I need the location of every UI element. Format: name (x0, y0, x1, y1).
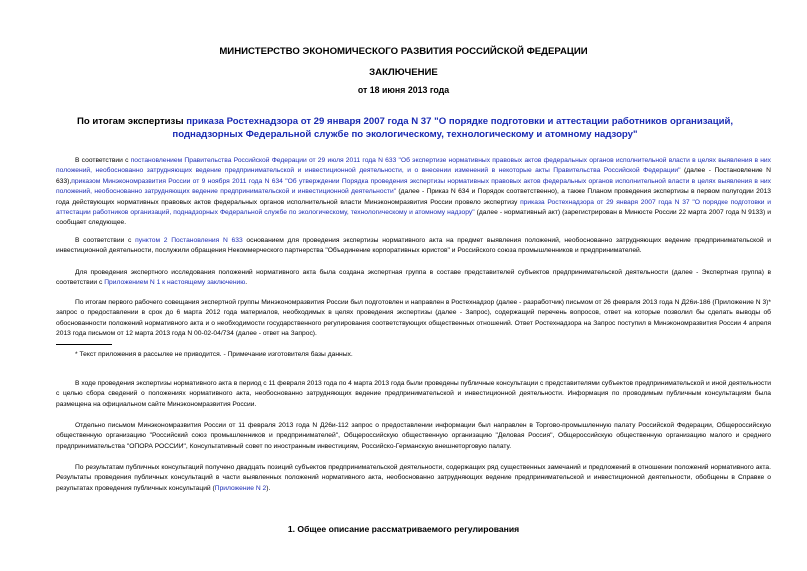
footnote (56, 350, 771, 360)
paragraph-consultations (56, 379, 771, 410)
subject-prefix: По итогам экспертизы (76, 116, 187, 127)
document-type-title: ЗАКЛЮЧЕНИЕ (369, 67, 438, 78)
subject-order-link[interactable]: приказа Ростехнадзора от 29 января 2007 года N 37 "О порядке подготовки и аттестации работников организаций, поднадзорных Федеральной службе по экологическому, технологическому и атомному надзору" (172, 116, 734, 140)
paragraph-legal-basis (56, 156, 771, 229)
text-span: (далее - Постановление N 633), (56, 167, 771, 185)
text-span: По итогам первого рабочего совещания экспертной группы Минэкономразвития России был подготовлен и направлен в Ростехнадзор (далее - разработчик) письмом от 26 февраля 2013 года N Д26и-186 (Приложение N 3)* запрос о предоставлении в срок до 6 марта 2012 года материалов, необходимых в целях проведения экспертизы (далее - Запрос), содержащий перечень вопросов, ответ на которые позволил бы сделать выводы об обоснованности положений нормативного акта и о необходимости государственного регулирования соответствующих общественных отношений. Ответ Ростехнадзора на Запрос поступил в Минэкономразвития России 4 апреля 2013 года письмом от 12 марта 2013 года N 00-02-04/734 (далее - ответ на Запрос). (56, 299, 771, 338)
text-span: (далее - нормативный акт) (зарегистрирован в Минюсте России 22 марта 2007 года N 9133) и сообщает следующее. (56, 209, 771, 227)
paragraph-results (56, 463, 771, 494)
text-span: По результатам публичных консультаций получено двадцать позиций субъектов предпринимательской деятельности, содержащих ряд существенных замечаний и предложений в отношении положений нормативного акта. Результаты проведения публичных консультаций в части выявленных положений нормативного акта, необоснованно затрудняющих ведение предпринимательской и инвестиционной деятельности, обобщены в Справке о результатах проведения публичных консультаций ( (56, 464, 771, 492)
footnote-divider (56, 344, 112, 345)
text-span: основанием для проведения экспертизы нормативного акта на предмет выявления положений, необоснованно затрудняющих ведение предпринимательской и инвестиционной деятельности, послужили обращения Некоммерческого партнерства "Объединение корпоративных юристов" и Российского союза промышленников и предпринимателей. (56, 237, 771, 255)
paragraph-request (56, 298, 771, 340)
text-span: В соответствии с (75, 157, 131, 164)
clause-2-link[interactable]: пунктом 2 Постановления N 633 (135, 237, 243, 244)
text-span: Отдельно письмом Минэкономразвития России от 11 февраля 2013 года N Д26и-112 запрос о предоставлении информации был направлен в Торгово-промышленную палату Российской Федерации, Общероссийскую общественную организацию "Российский союз промышленников и предпринимателей", Общероссийскую общественную организацию "Деловая Россия", Общероссийскую общественную организацию малого и среднего предпринимательства "ОПОРА РОССИИ", Консультативный совет по иностранным инвестициям, Российско-Германскую внешнеторговую палату. (56, 422, 771, 450)
appendix-2-link[interactable]: Приложение N 2 (214, 484, 267, 492)
text-span: (далее - Приказ N 634 и Порядок соответственно), а также Планом проведения экспертизы в первом полугодии 2013 года действующих нормативных правовых актов федеральных органов исполнительной власти Минэкономразвития России провело экспертизу (56, 188, 771, 206)
text-span: * Текст приложения в рассылке не приводится. - Примечание изготовителя базы данных. (75, 351, 353, 358)
text-span: ). (266, 484, 271, 492)
appendix-1-link[interactable]: Приложением N 1 к настоящему заключению (104, 279, 246, 287)
text-span: В ходе проведения экспертизы нормативного акта в период с 11 февраля 2013 года по 4 марта 2013 года были проведены публичные консультации с представителями субъектов предпринимательской и иной деятельности с целью сбора сведений о положениях нормативного акта, необоснованно затрудняющих ведение предпринимательской и инвестиционной деятельности. Информация по проводимым публичным консультациям была размещена на официальном сайте Минэкономразвития России. (56, 380, 771, 408)
order-634-link[interactable]: приказом Минэкономразвития России от 9 ноября 2011 года N 634 "Об утверждении Порядка проведения экспертизы нормативных правовых актов федеральных органов исполнительной власти в целях выявления в них положений, необоснованно затрудняющих ведение предпринимательской и инвестиционной деятельности" (56, 177, 771, 196)
paragraph-expert-group (56, 268, 771, 289)
subject-heading (75, 116, 735, 141)
text-span: В соответствии с (75, 237, 136, 244)
order-37-link[interactable]: приказа Ростехнадзора от 29 января 2007 года N 37 "О порядке подготовки и аттестации работников организаций, поднадзорных Федеральной службе по экологическому, технологическому и атомному надзору" (56, 198, 772, 217)
document-date: от 18 июня 2013 года (357, 85, 450, 95)
resolution-633-link[interactable]: постановлением Правительства Российской Федерации от 29 июля 2011 года N 633 "Об экспертизе нормативных правовых актов федеральных органов исполнительной власти в целях выявления в них положений, необоснованно затрудняющих ведение предпринимательской и инвестиционной деятельности, и о внесении изменений в некоторые акты Правительства Российской Федерации" (56, 157, 772, 175)
paragraph-info-request (56, 421, 771, 452)
ministry-title: МИНИСТЕРСТВО ЭКОНОМИЧЕСКОГО РАЗВИТИЯ РОССИЙСКОЙ ФЕДЕРАЦИИ (219, 46, 588, 57)
text-span: Для проведения экспертного исследования положений нормативного акта была создана экспертная группа в составе представителей субъектов предпринимательской деятельности (далее - Экспертная группа) в соответствии с (56, 269, 771, 287)
text-span: . (245, 279, 248, 287)
paragraph-grounds (56, 236, 771, 257)
section-heading: 1. Общее описание рассматриваемого регулирования (287, 524, 520, 534)
